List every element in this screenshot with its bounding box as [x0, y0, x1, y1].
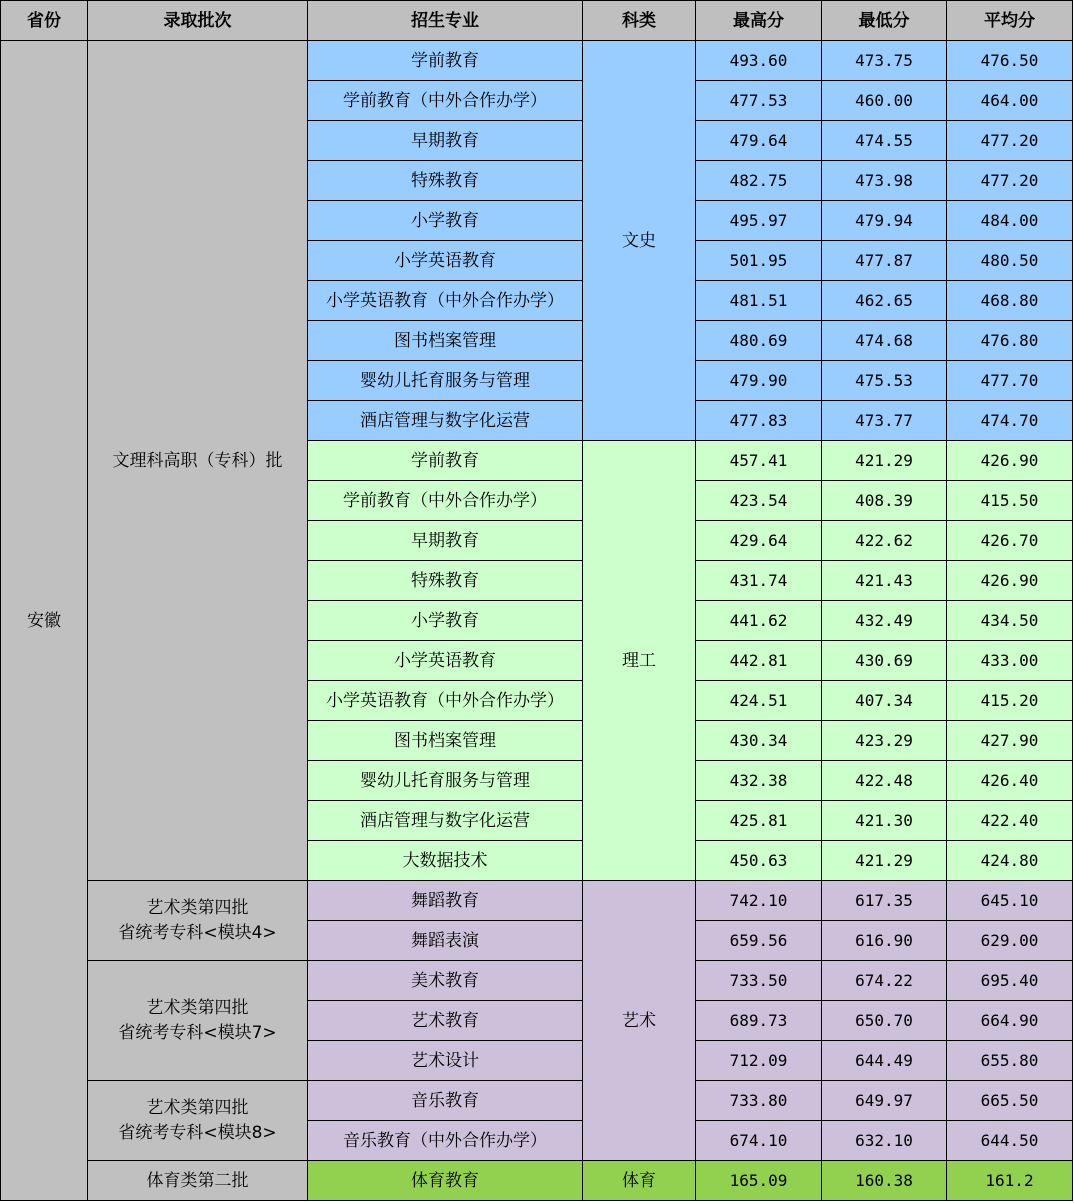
max-score-cell: 495.97 [696, 201, 822, 241]
min-score-cell: 407.34 [822, 681, 947, 721]
major-cell: 艺术教育 [308, 1001, 583, 1041]
min-score-cell: 422.62 [822, 521, 947, 561]
max-score-cell: 423.54 [696, 481, 822, 521]
max-score-cell: 441.62 [696, 601, 822, 641]
major-cell: 婴幼儿托育服务与管理 [308, 761, 583, 801]
table-row [1, 1081, 1073, 1121]
max-score-cell: 501.95 [696, 241, 822, 281]
major-cell: 特殊教育 [308, 161, 583, 201]
min-score-cell: 473.98 [822, 161, 947, 201]
min-score-cell: 674.22 [822, 961, 947, 1001]
min-score-cell: 616.90 [822, 921, 947, 961]
avg-score-cell: 655.80 [947, 1041, 1073, 1081]
avg-score-cell: 645.10 [947, 881, 1073, 921]
major-cell: 舞蹈表演 [308, 921, 583, 961]
avg-score-cell: 427.90 [947, 721, 1073, 761]
avg-score-cell: 484.00 [947, 201, 1073, 241]
batch-line: 省统考专科<模块8> [118, 1122, 277, 1143]
max-score-cell: 480.69 [696, 321, 822, 361]
major-cell: 特殊教育 [308, 561, 583, 601]
header-max-score: 最高分 [696, 1, 822, 41]
min-score-cell: 644.49 [822, 1041, 947, 1081]
category-cell: 体育 [583, 1161, 696, 1201]
min-score-cell: 475.53 [822, 361, 947, 401]
major-cell: 酒店管理与数字化运营 [308, 401, 583, 441]
avg-score-cell: 477.20 [947, 121, 1073, 161]
min-score-cell: 422.48 [822, 761, 947, 801]
min-score-cell: 462.65 [822, 281, 947, 321]
min-score-cell: 474.55 [822, 121, 947, 161]
min-score-cell: 474.68 [822, 321, 947, 361]
max-score-cell: 674.10 [696, 1121, 822, 1161]
max-score-cell: 450.63 [696, 841, 822, 881]
header-avg-score: 平均分 [947, 1, 1073, 41]
avg-score-cell: 468.80 [947, 281, 1073, 321]
avg-score-cell: 477.20 [947, 161, 1073, 201]
min-score-cell: 408.39 [822, 481, 947, 521]
batch-cell: 体育类第二批 [88, 1161, 308, 1201]
min-score-cell: 473.75 [822, 41, 947, 81]
avg-score-cell: 629.00 [947, 921, 1073, 961]
header-batch: 录取批次 [88, 1, 308, 41]
max-score-cell: 493.60 [696, 41, 822, 81]
max-score-cell: 659.56 [696, 921, 822, 961]
major-cell: 酒店管理与数字化运营 [308, 801, 583, 841]
avg-score-cell: 464.00 [947, 81, 1073, 121]
avg-score-cell: 664.90 [947, 1001, 1073, 1041]
batch-cell: 文理科高职（专科）批 [88, 41, 308, 881]
major-cell: 学前教育 [308, 41, 583, 81]
header-major: 招生专业 [308, 1, 583, 41]
major-cell: 早期教育 [308, 521, 583, 561]
major-cell: 小学英语教育（中外合作办学） [308, 281, 583, 321]
avg-score-cell: 476.50 [947, 41, 1073, 81]
min-score-cell: 430.69 [822, 641, 947, 681]
province-cell: 安徽 [1, 41, 88, 1201]
max-score-cell: 689.73 [696, 1001, 822, 1041]
max-score-cell: 431.74 [696, 561, 822, 601]
major-cell: 学前教育 [308, 441, 583, 481]
major-cell: 音乐教育 [308, 1081, 583, 1121]
max-score-cell: 429.64 [696, 521, 822, 561]
min-score-cell: 632.10 [822, 1121, 947, 1161]
avg-score-cell: 426.90 [947, 561, 1073, 601]
min-score-cell: 460.00 [822, 81, 947, 121]
category-cell: 文史 [583, 41, 696, 441]
max-score-cell: 712.09 [696, 1041, 822, 1081]
avg-score-cell: 476.80 [947, 321, 1073, 361]
major-cell: 小学英语教育 [308, 241, 583, 281]
max-score-cell: 733.80 [696, 1081, 822, 1121]
min-score-cell: 479.94 [822, 201, 947, 241]
min-score-cell: 477.87 [822, 241, 947, 281]
major-cell: 学前教育（中外合作办学） [308, 481, 583, 521]
min-score-cell: 421.29 [822, 841, 947, 881]
min-score-cell: 617.35 [822, 881, 947, 921]
table-row [1, 41, 1073, 81]
avg-score-cell: 415.20 [947, 681, 1073, 721]
header-category: 科类 [583, 1, 696, 41]
min-score-cell: 649.97 [822, 1081, 947, 1121]
max-score-cell: 733.50 [696, 961, 822, 1001]
max-score-cell: 457.41 [696, 441, 822, 481]
min-score-cell: 160.38 [822, 1161, 947, 1201]
avg-score-cell: 422.40 [947, 801, 1073, 841]
max-score-cell: 424.51 [696, 681, 822, 721]
category-cell: 艺术 [583, 881, 696, 1161]
max-score-cell: 425.81 [696, 801, 822, 841]
avg-score-cell: 434.50 [947, 601, 1073, 641]
major-cell: 早期教育 [308, 121, 583, 161]
batch-line: 艺术类第四批 [146, 897, 249, 918]
major-cell: 艺术设计 [308, 1041, 583, 1081]
avg-score-cell: 477.70 [947, 361, 1073, 401]
min-score-cell: 423.29 [822, 721, 947, 761]
header-min-score: 最低分 [822, 1, 947, 41]
batch-line: 艺术类第四批 [146, 1097, 249, 1118]
max-score-cell: 477.53 [696, 81, 822, 121]
max-score-cell: 430.34 [696, 721, 822, 761]
avg-score-cell: 644.50 [947, 1121, 1073, 1161]
batch-line: 省统考专科<模块4> [118, 922, 277, 943]
major-cell: 体育教育 [308, 1161, 583, 1201]
avg-score-cell: 161.2 [947, 1161, 1073, 1201]
min-score-cell: 421.43 [822, 561, 947, 601]
avg-score-cell: 665.50 [947, 1081, 1073, 1121]
max-score-cell: 479.64 [696, 121, 822, 161]
batch-line: 艺术类第四批 [146, 997, 249, 1018]
major-cell: 小学英语教育 [308, 641, 583, 681]
table-row [1, 1161, 1073, 1201]
major-cell: 美术教育 [308, 961, 583, 1001]
min-score-cell: 473.77 [822, 401, 947, 441]
avg-score-cell: 426.70 [947, 521, 1073, 561]
category-cell: 理工 [583, 441, 696, 881]
avg-score-cell: 415.50 [947, 481, 1073, 521]
min-score-cell: 421.29 [822, 441, 947, 481]
max-score-cell: 482.75 [696, 161, 822, 201]
min-score-cell: 421.30 [822, 801, 947, 841]
avg-score-cell: 426.40 [947, 761, 1073, 801]
major-cell: 舞蹈教育 [308, 881, 583, 921]
max-score-cell: 481.51 [696, 281, 822, 321]
major-cell: 小学教育 [308, 201, 583, 241]
max-score-cell: 742.10 [696, 881, 822, 921]
major-cell: 图书档案管理 [308, 721, 583, 761]
avg-score-cell: 695.40 [947, 961, 1073, 1001]
header-province: 省份 [1, 1, 88, 41]
avg-score-cell: 424.80 [947, 841, 1073, 881]
major-cell: 学前教育（中外合作办学） [308, 81, 583, 121]
major-cell: 小学英语教育（中外合作办学） [308, 681, 583, 721]
avg-score-cell: 433.00 [947, 641, 1073, 681]
batch-cell [88, 961, 308, 1081]
major-cell: 大数据技术 [308, 841, 583, 881]
table-row [1, 961, 1073, 1001]
max-score-cell: 442.81 [696, 641, 822, 681]
max-score-cell: 165.09 [696, 1161, 822, 1201]
header-row [1, 1, 1073, 41]
batch-cell [88, 881, 308, 961]
major-cell: 图书档案管理 [308, 321, 583, 361]
min-score-cell: 650.70 [822, 1001, 947, 1041]
avg-score-cell: 480.50 [947, 241, 1073, 281]
major-cell: 小学教育 [308, 601, 583, 641]
max-score-cell: 477.83 [696, 401, 822, 441]
min-score-cell: 432.49 [822, 601, 947, 641]
major-cell: 音乐教育（中外合作办学） [308, 1121, 583, 1161]
table-row [1, 881, 1073, 921]
batch-cell [88, 1081, 308, 1161]
batch-line: 省统考专科<模块7> [118, 1022, 277, 1043]
avg-score-cell: 426.90 [947, 441, 1073, 481]
max-score-cell: 479.90 [696, 361, 822, 401]
major-cell: 婴幼儿托育服务与管理 [308, 361, 583, 401]
avg-score-cell: 474.70 [947, 401, 1073, 441]
max-score-cell: 432.38 [696, 761, 822, 801]
